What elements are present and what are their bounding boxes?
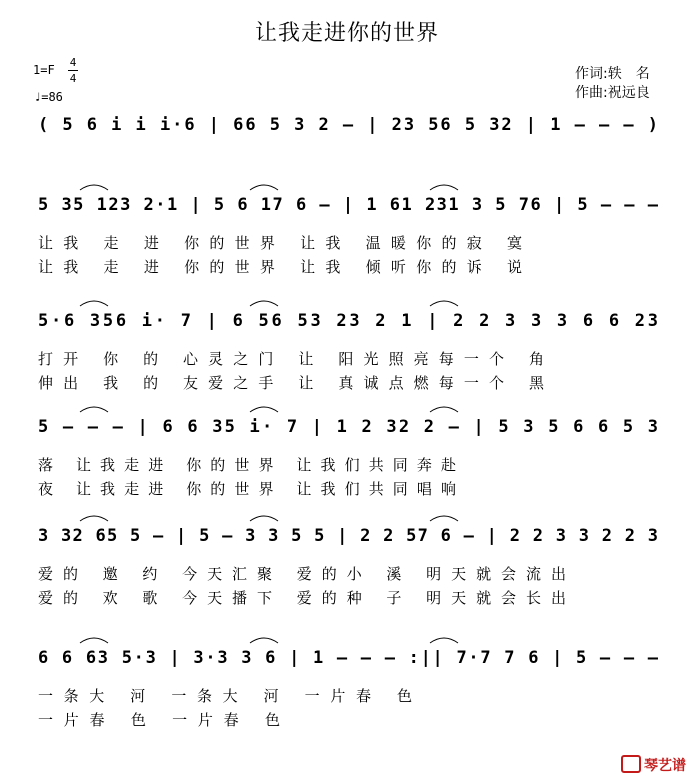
lyric-line-5-1: 爱的 邀 约 今天汇聚 爱的小 溪 明天就会流出 (38, 565, 566, 583)
lyric-line-4-1: 落 让我走进 你的世界 让我们共同奔赴 (38, 456, 456, 474)
logo-icon (621, 755, 641, 773)
notation-line-3: 5·6 356 i· 7 | 6 56 53 23 2 1 | 2 2 3 3 3 6 6 23 (38, 311, 658, 331)
slur-mark (250, 516, 278, 521)
lyric-line-3-1: 打开 你 的 心灵之门 让 阳光照亮每一个 角 (38, 350, 544, 368)
notation-line-6: 6 6 63 5·3 | 3·3 3 6 | 1 – – – :|| 7·7 7 6 | 5 – – – (38, 648, 658, 668)
lyric-line-6-2: 一片春 色 一片春 色 (38, 711, 280, 729)
slur-mark (250, 301, 278, 306)
time-signature-bottom: 4 (69, 72, 77, 85)
slur-mark (430, 185, 458, 190)
lyric-line-2-2: 让我 走 进 你的世界 让我 倾听你的诉 说 (38, 258, 522, 276)
lyricist-credit: 作词:轶 名 (575, 66, 650, 82)
quarter-note-icon: ♩ (34, 90, 42, 104)
lyric-line-6-1: 一条大 河 一条大 河 一片春 色 (38, 687, 412, 705)
song-title: 让我走进你的世界 (254, 21, 439, 46)
notation-line-4: 5 – – – | 6 6 35 i· 7 | 1 2 32 2 – | 5 3 5 6 6 5 3 (38, 417, 658, 437)
lyric-line-2-1: 让我 走 进 你的世界 让我 温暖你的寂 寞 (38, 234, 522, 252)
slur-mark (250, 185, 278, 190)
tempo-value: =86 (41, 90, 63, 104)
composer-credit: 作曲:祝远良 (575, 85, 650, 101)
notation-line-2: 5 35 123 2·1 | 5 6 17 6 – | 1 61 231 3 5 76 | 5 – – – (38, 195, 658, 215)
slur-mark (80, 638, 108, 643)
notation-line-1: ( 5 6 i i i·6 | 66 5 3 2 – | 23 56 5 32 | 1 – – – ) (38, 115, 658, 135)
slur-mark (430, 516, 458, 521)
slur-mark (430, 638, 458, 643)
slur-mark (250, 407, 278, 412)
lyric-line-3-2: 伸出 我 的 友爱之手 让 真诚点燃每一个 黑 (38, 374, 544, 392)
notation-line-5: 3 32 65 5 – | 5 – 3 3 5 5 | 2 2 57 6 – | 2 2 3 3 2 2 3 (38, 526, 659, 546)
slur-mark (80, 516, 108, 521)
watermark-logo: 琴艺谱 (621, 755, 686, 775)
slur-mark (80, 407, 108, 412)
slur-mark (430, 407, 458, 412)
slur-mark (250, 638, 278, 643)
time-signature-top: 4 (69, 56, 77, 69)
slur-mark (80, 301, 108, 306)
slur-mark (80, 185, 108, 190)
lyric-line-5-2: 爱的 欢 歌 今天播下 爱的种 子 明天就会长出 (38, 589, 566, 607)
key-signature: 1=F (33, 63, 55, 77)
lyric-line-4-2: 夜 让我走进 你的世界 让我们共同唱响 (38, 480, 456, 498)
slur-mark (430, 301, 458, 306)
